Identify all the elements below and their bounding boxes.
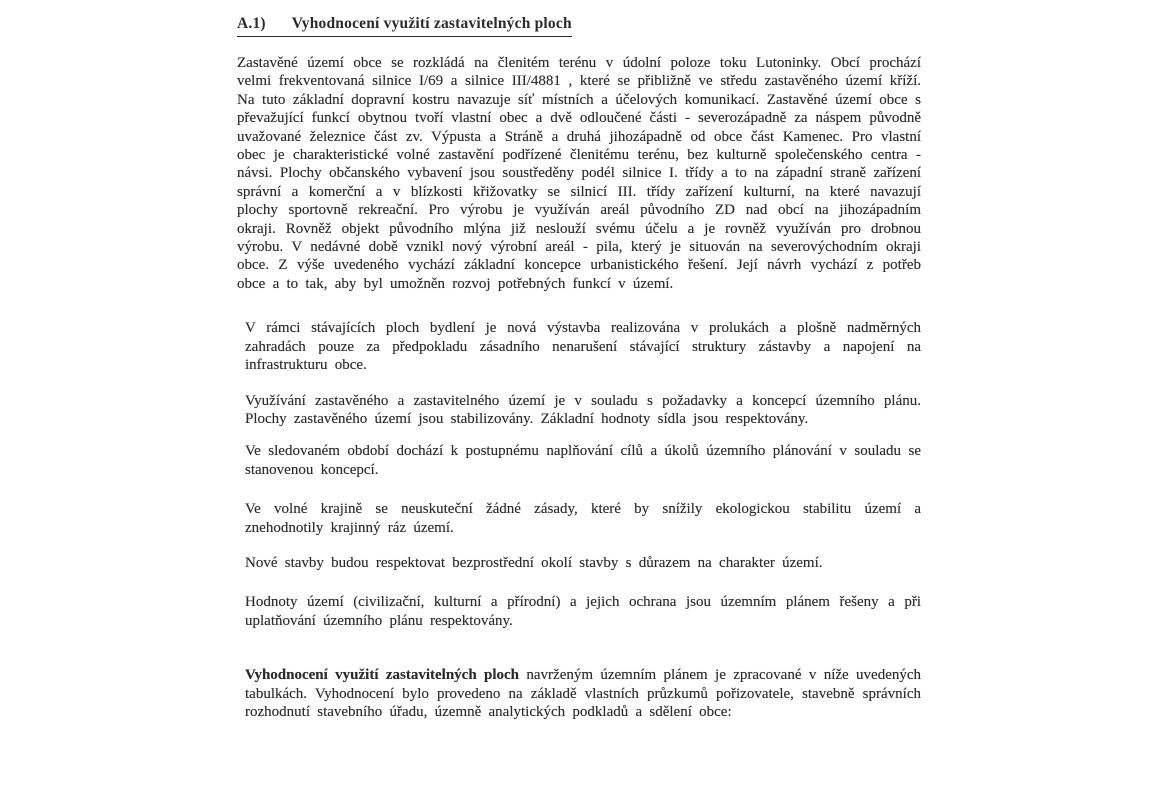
- paragraph-new-buildings: Nové stavby budou respektovat bezprostřední okolí stavby s důrazem na charakter území.: [245, 554, 823, 571]
- document-content: [237, 15, 921, 721]
- section-title: Vyhodnocení využití zastavitelných ploch: [291, 15, 572, 32]
- evaluation-rest-text: navrženým územním plánem je zpracované v níže uvedených tabulkách. Vyhodnocení bylo provedeno na základě vlastních průzkumů pořizovatele, stavebně správních rozhodnutí stavebního úřadu, územně analytických podkladů a sdělení obce:: [245, 667, 922, 720]
- evaluation-bold-lead: Vyhodnocení využití zastavitelných ploch: [245, 667, 520, 684]
- paragraph-urban-structure: Zastavěné území obce se rozkládá na členitém terénu v údolní poloze toku Lutoninky. Obcí prochází velmi frekventovaná silnice I/69 a silnice III/4881 , které se přibližně ve středu zastavěného území kříží. Na tuto základní dopravní kostru navazuje síť místních a účelových komunikací. Zastavěné území obce s převažující funkcí obytnou tvoří vlastní obec a dvě odloučené části - severozápadně za náspem původně uvažované železnice část zv. Výpusta a Stráně a druhá jihozápadně od obce část Kamenec. Pro vlastní obec je charakteristické volné zastavění podřízené členitému terénu, bez kulturně společenského centra - návsi. Plochy občanského vybavení jsou soustředěny podél silnice I. třídy a to na západní straně zařízení správní a komerční a v blízkosti křižovatky se silnicí III. třídy zařízení kulturní, na které navazují plochy sportovně rekreační. Pro výrobu je využíván areál původního ZD nad obcí na jihozápadním okraji. Rovněž objekt původního mlýna již neslouží svému účelu a je rovněž využíván pro drobnou výrobu. V nedávné době vznikl nový výrobní areál - pila, který je situován na severovýchodním okraji obce. Z výše uvedeného vychází základní koncepce urbanistického řešení. Její návrh vychází z potřeb obce a to tak, aby byl umožněn rozvoj potřebných funkcí v území.: [237, 55, 921, 292]
- section-number: A.1): [237, 15, 266, 32]
- paragraph-housing-infill: V rámci stávajících ploch bydlení je nová výstavba realizována v prolukách a plošně nadměrných zahradách pouze za předpokladu zásadního nenarušení stávající struktury zástavby a napojení na infrastrukturu obce.: [245, 320, 921, 374]
- paragraph-land-use-compliance: Využívání zastavěného a zastavitelného území je v souladu s požadavky a koncepcí územního plánu. Plochy zastavěného území jsou stabilizovány. Základní hodnoty sídla jsou respektovány.: [245, 392, 921, 427]
- paragraph-open-landscape: Ve volné krajině se neuskuteční žádné zásady, které by snížily ekologickou stabilitu území a znehodnotily krajinný ráz území.: [245, 501, 921, 536]
- paragraph-territory-values: Hodnoty území (civilizační, kulturní a přírodní) a jejich ochrana jsou územním plánem řešeny a při uplatňování územního plánu respektovány.: [245, 594, 921, 629]
- section-heading: [237, 15, 572, 37]
- paragraph-evaluation-intro: [245, 666, 921, 721]
- paragraph-planning-goals: Ve sledovaném období dochází k postupnému naplňování cílů a úkolů územního plánování v souladu se stanovenou koncepcí.: [245, 443, 921, 478]
